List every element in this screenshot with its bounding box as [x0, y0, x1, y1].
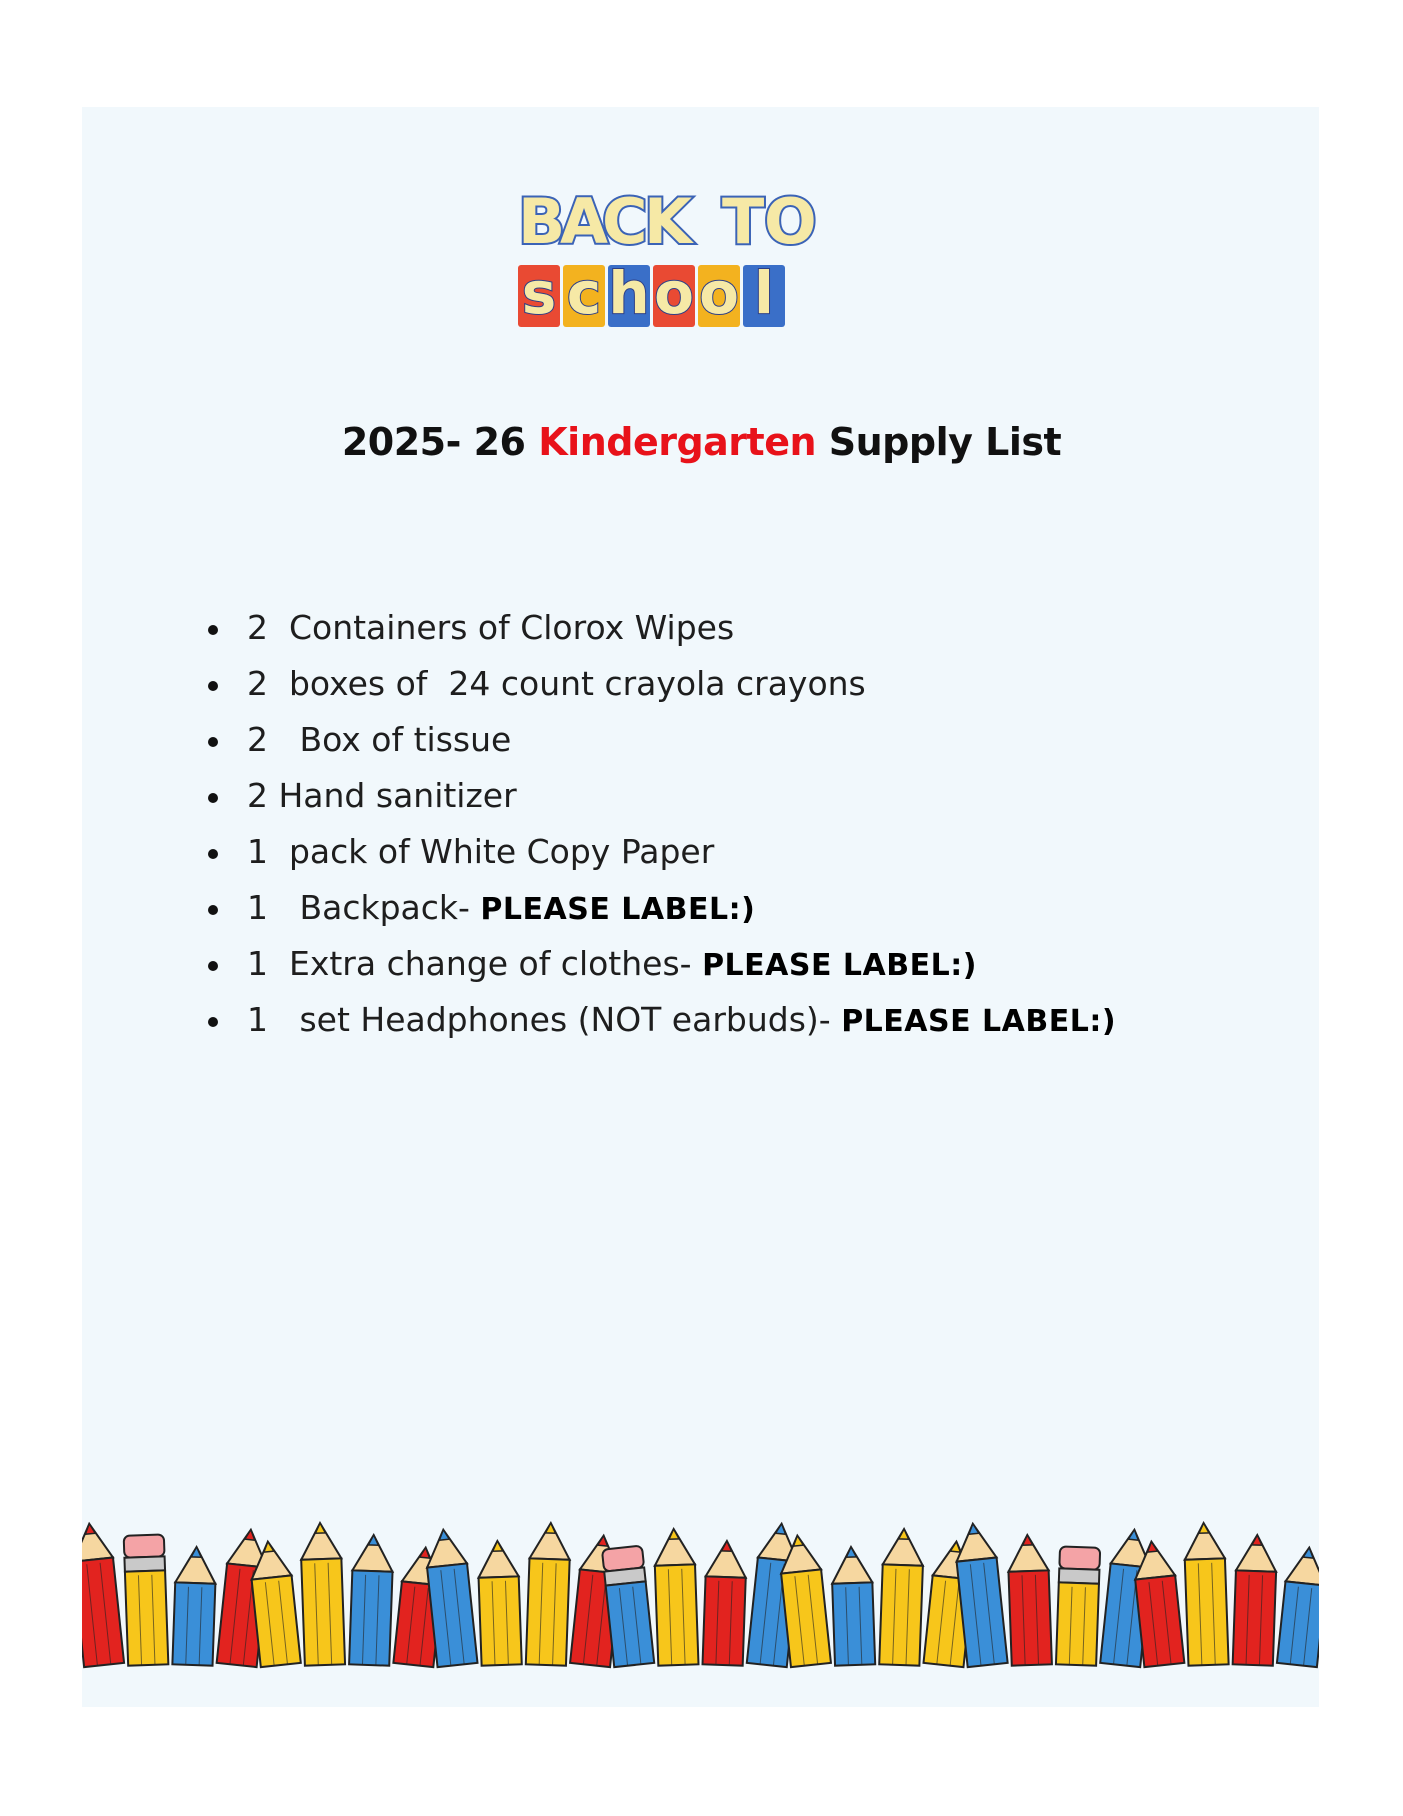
yellow-pencil [300, 1522, 345, 1665]
bullet-icon [208, 737, 218, 747]
logo-bottom-line [518, 259, 788, 327]
list-item [205, 656, 1116, 712]
item-text: 2 Containers of Clorox Wipes [247, 608, 735, 647]
logo-letter: A [560, 185, 608, 258]
blue-pencil [1277, 1546, 1319, 1668]
logo-space [686, 185, 722, 258]
logo-letter: T [722, 185, 765, 258]
list-item [205, 712, 1116, 768]
item-text: 1 Extra change of clothes- [247, 944, 703, 983]
item-text: 2 boxes of 24 count crayola crayons [247, 664, 866, 703]
list-item [205, 600, 1116, 656]
item-text: 2 Box of tissue [247, 720, 512, 759]
red-pencil [1233, 1534, 1278, 1665]
yellow-pencil [1184, 1522, 1229, 1665]
blue-pencil [349, 1534, 394, 1665]
item-text: 2 Hand sanitizer [247, 776, 517, 815]
blue-pencil [172, 1546, 216, 1665]
red-pencil [82, 1522, 124, 1667]
bullet-icon [208, 681, 218, 691]
bullet-icon [208, 905, 218, 915]
list-item [205, 824, 1116, 880]
red-pencil [1007, 1534, 1052, 1665]
title-suffix: Supply List [816, 420, 1062, 464]
logo-tile: s [518, 265, 560, 327]
item-text: 1 set Headphones (NOT earbuds)- [247, 1000, 842, 1039]
yellow-pencil [1056, 1546, 1100, 1665]
item-text: 1 pack of White Copy Paper [247, 832, 715, 871]
title-grade: Kindergarten [538, 420, 817, 464]
yellow-pencil [477, 1540, 521, 1665]
list-item [205, 768, 1116, 824]
logo-letter: B [518, 185, 566, 258]
logo-top-line [518, 185, 817, 258]
label-note: PLEASE LABEL:) [480, 892, 756, 927]
list-item [205, 992, 1116, 1048]
supply-list [205, 600, 1116, 1048]
yellow-pencil [526, 1522, 571, 1665]
label-note: PLEASE LABEL:) [841, 1004, 1117, 1039]
logo-letter: K [644, 185, 693, 258]
item-text: 1 Backpack- [247, 888, 481, 927]
pencil-border-illustration [82, 1495, 1319, 1670]
bullet-icon [208, 1017, 218, 1027]
logo-tile: h [608, 259, 650, 327]
title-year: 2025- 26 [341, 420, 539, 464]
back-to-school-logo [518, 185, 888, 340]
logo-tile: l [743, 265, 785, 327]
list-item [205, 880, 1116, 936]
bullet-icon [208, 793, 218, 803]
bullet-icon [208, 625, 218, 635]
bullet-icon [208, 849, 218, 859]
yellow-pencil [124, 1534, 169, 1665]
logo-tile: c [563, 265, 605, 327]
red-pencil [703, 1540, 747, 1665]
yellow-pencil [654, 1528, 699, 1665]
yellow-pencil [879, 1528, 924, 1665]
bullet-icon [208, 961, 218, 971]
logo-letter: O [764, 185, 817, 258]
blue-pencil [831, 1546, 875, 1665]
page-title [0, 420, 1403, 464]
label-note: PLEASE LABEL:) [702, 948, 977, 983]
logo-letter: C [602, 185, 648, 258]
list-item [205, 936, 1116, 992]
logo-tile: o [654, 259, 694, 327]
logo-tile: o [699, 259, 739, 327]
